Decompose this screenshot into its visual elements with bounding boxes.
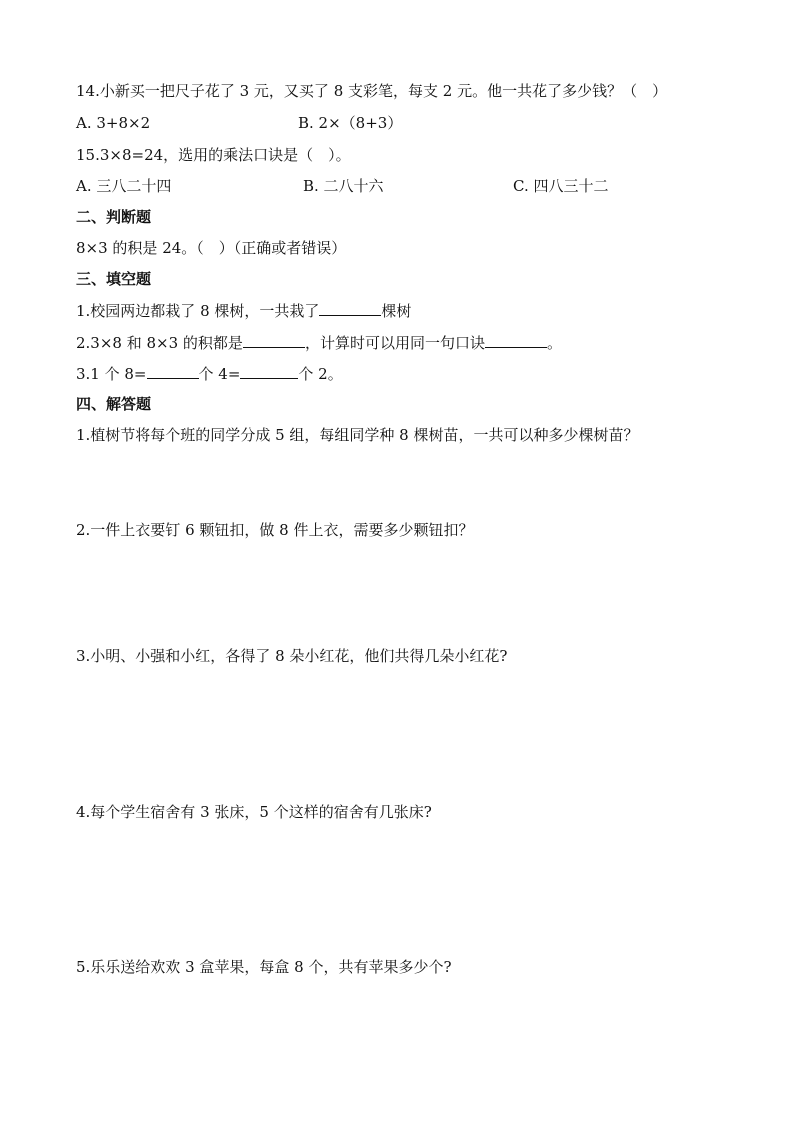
section-fill-heading: 三、填空题 xyxy=(76,270,152,288)
solve-question-3: 3.小明、小强和小红，各得了 8 朵小红花，他们共得几朵小红花? xyxy=(76,647,508,665)
fill-q1-text: 1.校园两边都栽了 8 棵树，一共栽了 xyxy=(76,302,320,320)
q15-option-a: A. 三八二十四 xyxy=(76,177,172,195)
fill-question-3 xyxy=(76,363,343,384)
solve-question-1: 1.植树节将每个班的同学分成 5 组，每组同学种 8 棵树苗，一共可以种多少棵树苗？ xyxy=(76,426,639,444)
answer-blank xyxy=(243,332,305,348)
fill-q3-middle: 个 4= xyxy=(198,365,241,383)
section-judge-heading: 二、判断题 xyxy=(76,208,152,226)
fill-q2-middle: ，计算时可以用同一句口诀 xyxy=(304,334,485,352)
fill-q1-suffix: 棵树 xyxy=(381,302,412,320)
answer-blank xyxy=(319,300,381,316)
fill-q3-suffix: 个 2。 xyxy=(298,365,343,383)
question-15: 15.3×8=24，选用的乘法口诀是（ ）。 xyxy=(76,146,351,164)
solve-question-2: 2.一件上衣要钉 6 颗钮扣，做 8 件上衣，需要多少颗钮扣？ xyxy=(76,521,474,539)
q14-option-a: A. 3+8×2 xyxy=(76,114,151,132)
q14-option-b: B. 2×（8+3） xyxy=(298,114,403,132)
fill-q2-text: 2.3×8 和 8×3 的积都是 xyxy=(76,334,243,352)
question-14: 14.小新买一把尺子花了 3 元，又买了 8 支彩笔，每支 2 元。他一共花了多少钱？（ ） xyxy=(76,82,668,100)
answer-blank xyxy=(147,363,199,379)
fill-q3-text: 3.1 个 8= xyxy=(76,365,147,383)
fill-question-2 xyxy=(76,332,562,353)
judge-question-1: 8×3 的积是 24。（ ）（正确或者错误） xyxy=(76,239,347,257)
solve-question-4: 4.每个学生宿舍有 3 张床，5 个这样的宿舍有几张床? xyxy=(76,803,432,821)
fill-q2-suffix: 。 xyxy=(546,334,562,352)
q15-option-c: C. 四八三十二 xyxy=(513,177,609,195)
solve-question-5: 5.乐乐送给欢欢 3 盒苹果，每盒 8 个，共有苹果多少个? xyxy=(76,958,452,976)
answer-blank xyxy=(485,332,547,348)
fill-question-1 xyxy=(76,300,411,321)
section-solve-heading: 四、解答题 xyxy=(76,395,152,413)
answer-blank xyxy=(240,363,298,379)
q15-option-b: B. 二八十六 xyxy=(303,177,384,195)
